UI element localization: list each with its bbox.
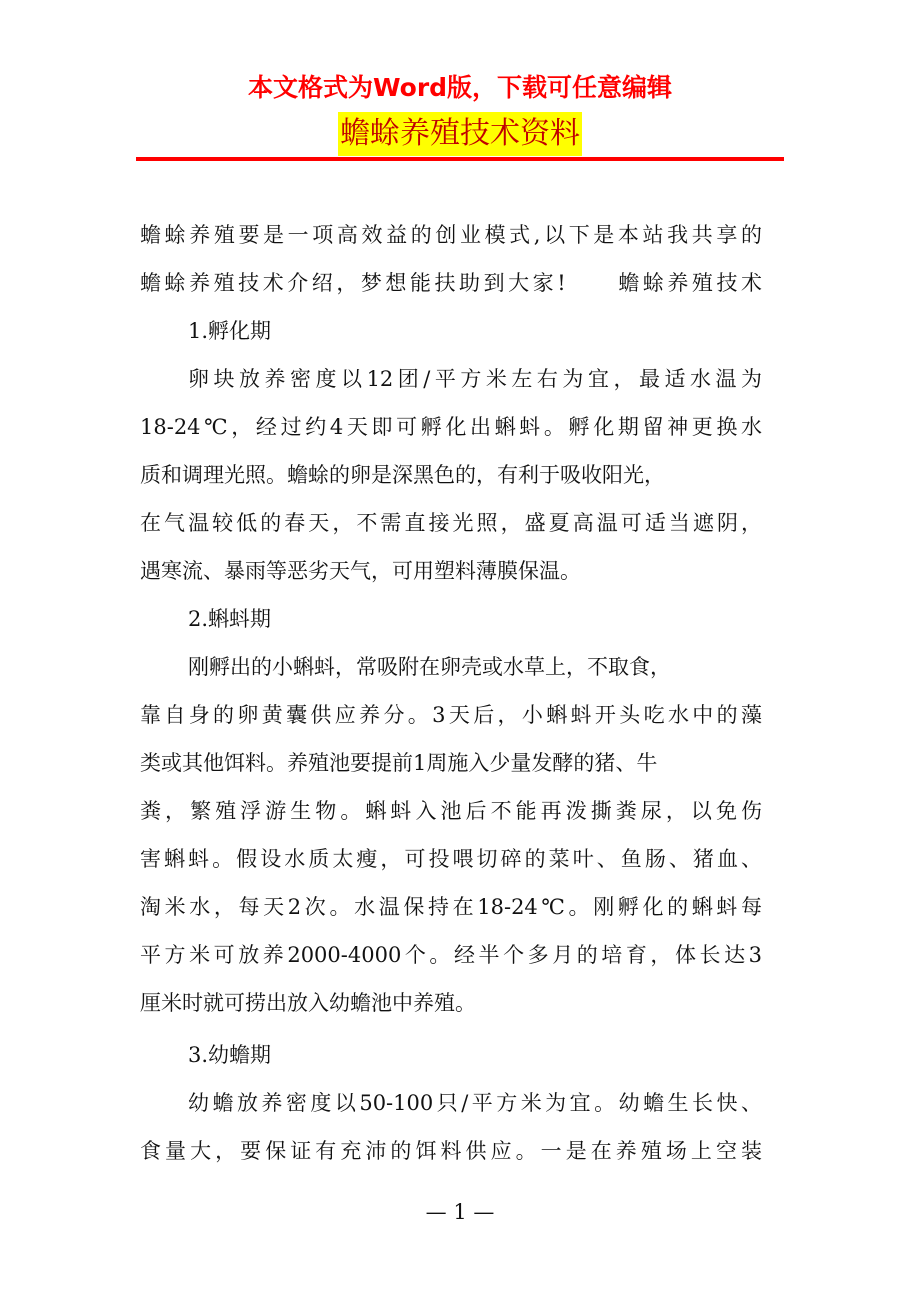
text-line: 靠自身的卵黄囊供应养分。3天后，小蝌蚪开头吃水中的藻	[140, 703, 762, 727]
text-line: 害蝌蚪。假设水质太瘦，可投喂切碎的菜叶、鱼肠、猪血、	[140, 847, 762, 871]
section-heading-tadpole: 2.蝌蚪期	[188, 607, 272, 631]
text-line: 平方米可放养2000-4000个。经半个多月的培育，体长达3	[140, 943, 762, 967]
page-number: — 1 —	[425, 1200, 495, 1224]
title-divider	[136, 157, 784, 161]
section-heading-juvenile: 3.幼蟾期	[188, 1043, 272, 1067]
document-body	[140, 215, 762, 1179]
document-title: 蟾蜍养殖技术资料	[338, 112, 582, 156]
text-line: 食量大，要保证有充沛的饵料供应。一是在养殖场上空装	[140, 1139, 762, 1163]
text-line: 粪，繁殖浮游生物。蝌蚪入池后不能再泼撕粪尿，以免伤	[140, 799, 762, 823]
text-line: 18-24℃，经过约4天即可孵化出蝌蚪。孵化期留神更换水	[140, 415, 762, 439]
text-line: 淘米水，每天2次。水温保持在18-24℃。刚孵化的蝌蚪每	[140, 895, 762, 919]
text-line: 幼蟾放养密度以50-100只/平方米为宜。幼蟾生长快、	[188, 1091, 762, 1115]
format-notice-banner: 本文格式为Word版，下载可任意编辑	[247, 73, 673, 102]
text-line: 质和调理光照。蟾蜍的卵是深黑色的，有利于吸收阳光，	[140, 463, 665, 487]
text-line: 类或其他饵料。养殖池要提前1周施入少量发酵的猪、牛	[140, 751, 658, 775]
text-line: 卵块放养密度以12团/平方米左右为宜，最适水温为	[188, 367, 762, 391]
text-line: 蟾蜍养殖要是一项高效益的创业模式,以下是本站我共享的	[140, 223, 762, 247]
text-line: 蟾蜍养殖技术介绍，梦想能扶助到大家! 蟾蜍养殖技术	[140, 271, 762, 295]
text-line: 刚孵出的小蝌蚪，常吸附在卵壳或水草上，不取食，	[188, 655, 671, 679]
text-line: 厘米时就可捞出放入幼蟾池中养殖。	[140, 991, 476, 1015]
text-line: 在气温较低的春天，不需直接光照，盛夏高温可适当遮阴，	[140, 511, 762, 535]
section-heading-hatching: 1.孵化期	[188, 319, 272, 343]
text-line: 遇寒流、暴雨等恶劣天气，可用塑料薄膜保温。	[140, 559, 581, 583]
